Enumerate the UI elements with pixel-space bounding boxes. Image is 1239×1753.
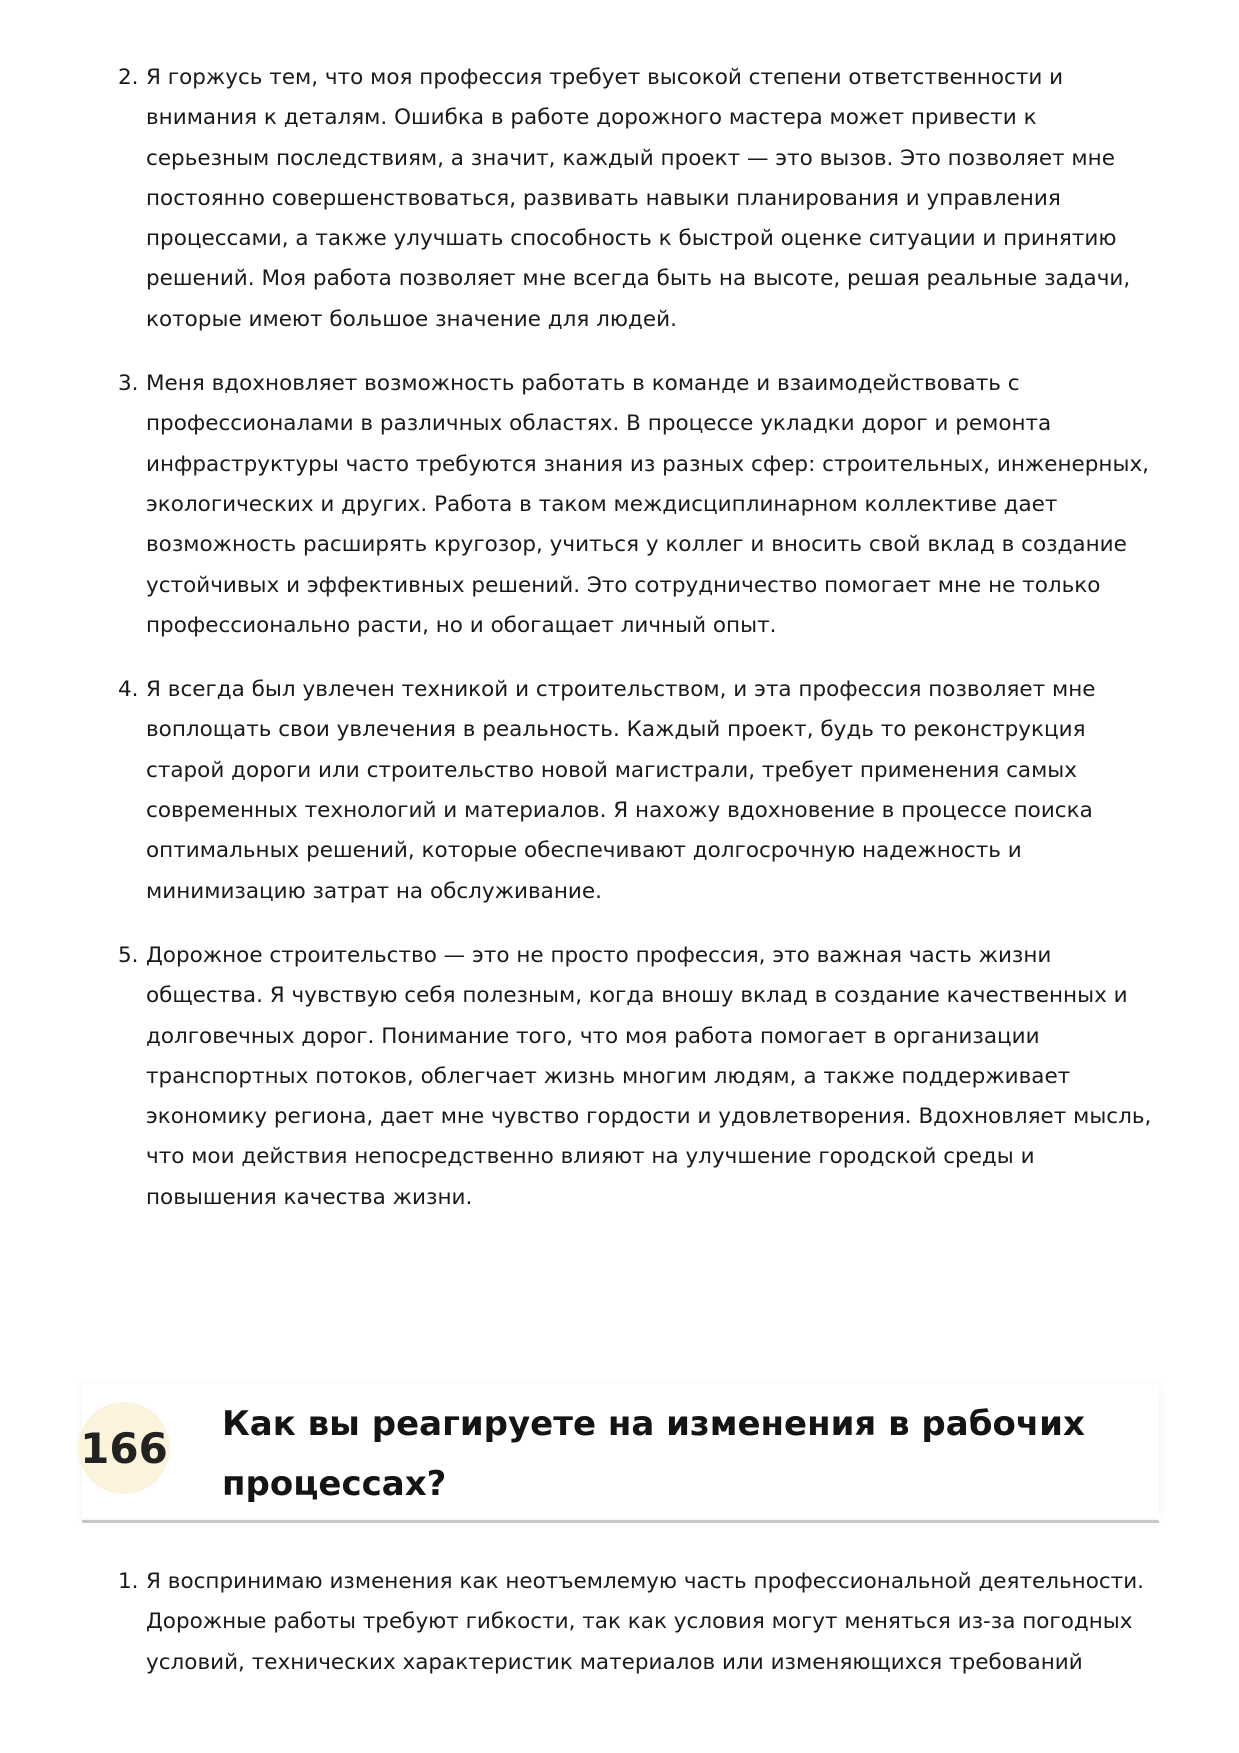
question-header [82, 1384, 1159, 1522]
list-item-number: 2. [118, 65, 139, 90]
list-item [118, 364, 1164, 646]
list-item-text: Я всегда был увлечен техникой и строительством, и эта профессия позволяет мне воплощать свои увлечения в реальность. Каждый проект, будь то реконструкция старой дороги или строительство новой магистрали, требует применения самых современных технологий и материалов. Я нахожу вдохновение в процессе поиска оптимальных решений, которые обеспечивают долгосрочную надежность и минимизацию затрат на обслуживание. [146, 677, 1096, 904]
list-item [118, 936, 1164, 1218]
list-item-number: 5. [118, 942, 139, 968]
list-item-number: 4. [118, 677, 139, 703]
list-item-number: 1. [118, 1569, 139, 1594]
list-item-number: 3. [118, 371, 139, 397]
question-title: Как вы реагируете на изменения в рабочих процессах? [222, 1404, 1085, 1504]
list-item-text: Дорожное строительство — это не просто профессия, это важная часть жизни общества. Я чувствую себя полезным, когда вношу вклад в создание качественных и долговечных дорог. Понимание того, что моя работа помогает в организации транспортных потоков, облегчает жизнь многим людям, а также поддерживает экономику региона, дает мне чувство гордости и удовлетворения. Вдохновляет мысль, что мои действия непосредственно влияют на улучшение городской среды и повышения качества жизни. [146, 942, 1152, 1210]
divider [82, 1520, 1159, 1523]
list-item-text: Меня вдохновляет возможность работать в команде и взаимодействовать с профессионалами в различных областях. В процессе укладки дорог и ремонта инфраструктуры часто требуются знания из разных сфер: строительных, инженерных, экологических и других. Работа в таком междисциплинарном коллективе дает возможность расширять кругозор, учиться у коллег и вносить свой вклад в создание устойчивых и эффективных решений. Это сотрудничество помогает мне не только профессионально расти, но и обогащает личный опыт. [146, 371, 1150, 638]
question-number-badge: 166 [78, 1402, 170, 1494]
list-item [118, 58, 1164, 340]
list-item-text: Я горжусь тем, что моя профессия требует высокой степени ответственности и внимания к деталям. Ошибка в работе дорожного мастера может привести к серьезным последствиям, а значит, каждый проект — это вызов. Это позволяет мне постоянно совершенствоваться, развивать навыки планирования и управления процессами, а также улучшать способность к быстрой оценке ситуации и принятию решений. Моя работа позволяет мне всегда быть на высоте, решая реальные задачи, которые имеют большое значение для людей. [146, 65, 1131, 332]
list-item [118, 670, 1164, 912]
answer-list-2 [118, 1562, 1164, 1707]
list-item [118, 1562, 1164, 1683]
list-item-text: Я воспринимаю изменения как неотъемлемую часть профессиональной деятельности. Дорожные работы требуют гибкости, так как условия могут меняться из-за погодных условий, технических характеристик материалов или изменяющихся требований [146, 1569, 1144, 1675]
answer-list [118, 58, 1164, 1242]
